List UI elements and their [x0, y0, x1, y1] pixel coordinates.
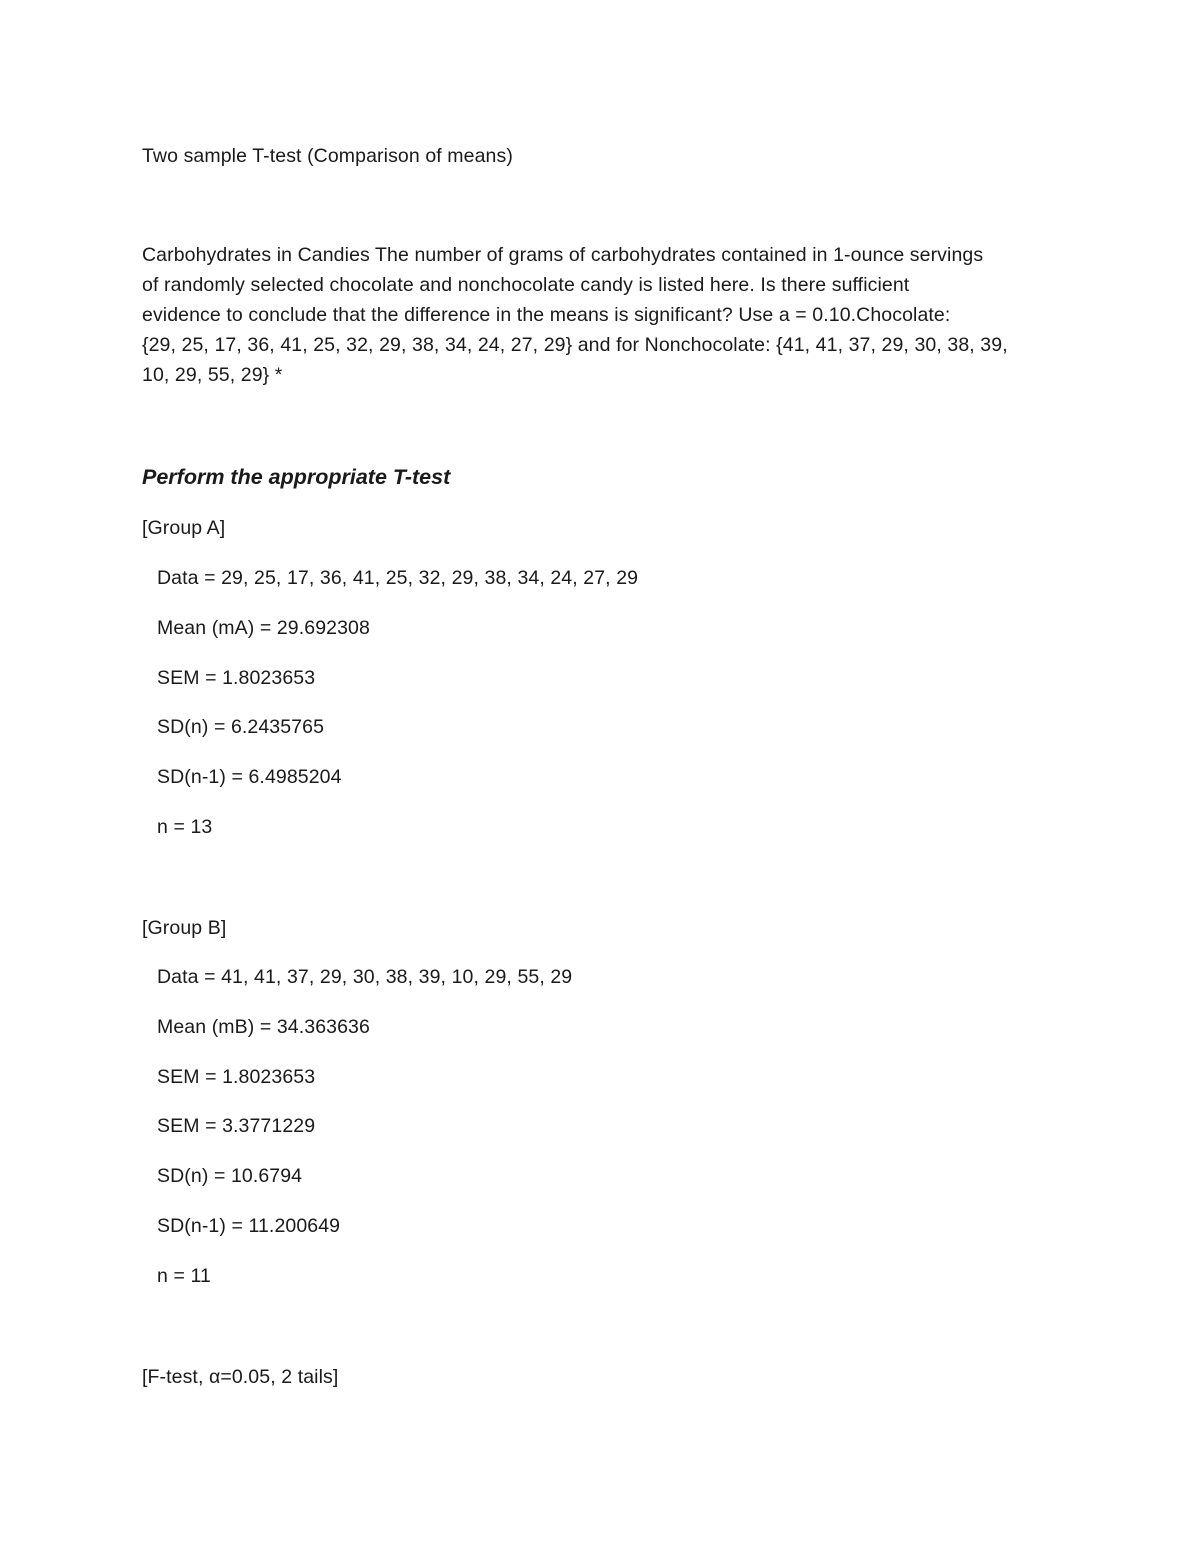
group-b-data: Data = 41, 41, 37, 29, 30, 38, 39, 10, 29, 55, 29	[157, 966, 573, 988]
document-title: Two sample T-test (Comparison of means)	[142, 145, 513, 167]
group-a-label: [Group A]	[142, 517, 226, 539]
problem-line: of randomly selected chocolate and nonchocolate candy is listed here. Is there sufficient	[142, 274, 910, 296]
group-b-sd-n1: SD(n-1) = 11.200649	[157, 1215, 341, 1237]
problem-statement	[142, 240, 1072, 390]
problem-line: {29, 25, 17, 36, 41, 25, 32, 29, 38, 34, 24, 27, 29} and for Nonchocolate: {41, 41, 37, 29, 30, 38, 39,	[142, 334, 1008, 356]
group-b-mean: Mean (mB) = 34.363636	[157, 1016, 370, 1038]
problem-line: evidence to conclude that the difference in the means is significant? Use a = 0.10.Chocolate:	[142, 304, 951, 326]
problem-line: 10, 29, 55, 29} *	[142, 364, 283, 386]
group-a-n: n = 13	[157, 816, 213, 838]
group-a-sd-n1: SD(n-1) = 6.4985204	[157, 766, 342, 788]
group-b-n: n = 11	[157, 1265, 211, 1287]
ftest-label: [F-test, α=0.05, 2 tails]	[142, 1366, 339, 1388]
group-a-data: Data = 29, 25, 17, 36, 41, 25, 32, 29, 38, 34, 24, 27, 29	[157, 567, 639, 589]
group-b-label: [Group B]	[142, 917, 227, 939]
group-b-sd-n: SD(n) = 10.6794	[157, 1165, 303, 1187]
group-a-mean: Mean (mA) = 29.692308	[157, 617, 370, 639]
group-b-sem-1: SEM = 1.8023653	[157, 1066, 316, 1088]
section-heading: Perform the appropriate T-test	[142, 465, 451, 489]
problem-line: Carbohydrates in Candies The number of grams of carbohydrates contained in 1-ounce servings	[142, 244, 984, 266]
group-b-sem-2: SEM = 3.3771229	[157, 1115, 316, 1137]
group-a-sd-n: SD(n) = 6.2435765	[157, 716, 325, 738]
group-a-sem: SEM = 1.8023653	[157, 667, 316, 689]
